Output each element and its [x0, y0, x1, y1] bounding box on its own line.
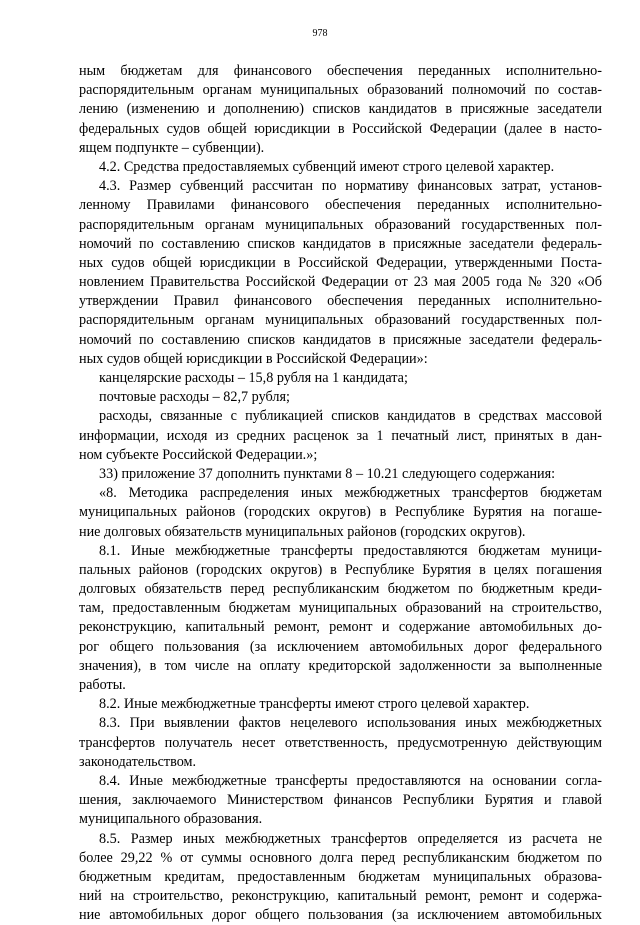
text-line: «8. Методика распределения иных межбюджетных трансфертов бюджетам	[99, 485, 602, 502]
text-line: рог общего пользования (за исключением автомобильных дорог федерального	[79, 638, 602, 655]
text-line: ние автомобильных дорог общего пользования (за исключением автомобильных	[79, 907, 602, 924]
text-line: ным бюджетам для финансового обеспечения переданных исполнительно-	[79, 63, 602, 79]
text-line: работы.	[79, 677, 126, 693]
text-line: лению (изменению и дополнению) списков кандидатов в присяжные заседатели	[79, 101, 602, 118]
text-line: федеральных судов общей юрисдикции в Российской Федерации (далее в насто-	[79, 120, 602, 137]
text-line: бюджетным кредитам, предоставленным бюджетам муниципальных образова-	[79, 868, 602, 885]
text-line: значения), в том числе на оплату кредиторской задолженности за выполненные	[79, 657, 602, 674]
text-line: распорядительным органам муниципальных образований полномочий по состав-	[79, 82, 602, 99]
text-line: 8.4. Иные межбюджетные трансферты предоставляются на основании согла-	[99, 772, 602, 789]
text-line: распорядительным органам муниципальных образований государственных пол-	[79, 312, 602, 329]
text-line: 4.2. Средства предоставляемых субвенций имеют строго целевой характер.	[99, 158, 555, 175]
text-line: распорядительным органам муниципальных образований государственных пол-	[79, 216, 602, 233]
text-line: муниципальных районов (городских округов) в Республике Бурятия на погаше-	[79, 504, 602, 521]
text-line: номочий по составлению списков кандидатов в присяжные заседатели федераль-	[79, 235, 602, 252]
text-line: трансфертов получатель несет ответственность, предусмотренную действующим	[79, 734, 602, 751]
text-line: 4.3. Размер субвенций рассчитан по нормативу финансовых затрат, установ-	[99, 178, 602, 195]
text-line: канцелярские расходы – 15,8 рубля на 1 кандидата;	[99, 370, 408, 386]
text-line: 33) приложение 37 дополнить пунктами 8 – 10.21 следующего содержания:	[99, 465, 556, 482]
text-line: 8.5. Размер иных межбюджетных трансфертов определяется из расчета не	[99, 830, 602, 847]
text-line: ленному Правилами финансового обеспечения переданных исполнительно-	[79, 197, 602, 214]
text-line: 8.2. Иные межбюджетные трансферты имеют строго целевой характер.	[99, 696, 530, 713]
page-number: 978	[312, 28, 328, 39]
text-line: более 29,22 % от суммы основного долга перед республиканским бюджетом по	[79, 849, 602, 866]
text-line: реконструкцию, капитальный ремонт, ремонт и содержание автомобильных до-	[79, 619, 602, 636]
text-line: утверждении Правил финансового обеспечения переданных исполнительно-	[79, 293, 602, 310]
text-line: ящем подпункте – субвенции).	[79, 139, 265, 156]
text-line: ных судов общей юрисдикции в Российской Федерации, утвержденными Поста-	[79, 254, 602, 271]
text-line: номочий по составлению списков кандидатов в присяжные заседатели федераль-	[79, 331, 602, 348]
text-line: новлением Правительства Российской Федерации от 23 мая 2005 года № 320 «Об	[79, 274, 602, 291]
text-line: ных судов общей юрисдикции в Российской Федерации»:	[79, 350, 428, 367]
text-line: законодательством.	[79, 753, 197, 770]
text-line: расходы, связанные с публикацией списков кандидатов в средствах массовой	[99, 408, 602, 425]
text-line: муниципального образования.	[79, 811, 263, 828]
text-line: там, предоставленным бюджетам муниципальных образований на строительство,	[79, 600, 602, 617]
text-line: долговых обязательств перед республиканским бюджетом по бюджетным креди-	[79, 581, 602, 598]
text-line: шения, заключаемого Министерством финансов Республики Бурятия и главой	[79, 792, 602, 809]
text-line: информации, исходя из средних расценок за 1 печатный лист, принятых в дан-	[79, 427, 602, 444]
text-line: 8.1. Иные межбюджетные трансферты предоставляются бюджетам муници-	[99, 542, 602, 559]
text-line: пальных районов (городских округов) в Республике Бурятия в целях погашения	[79, 561, 602, 578]
text-line: ний на строительство, реконструкцию, капитальный ремонт, ремонт и содержа-	[79, 888, 602, 905]
text-line: почтовые расходы – 82,7 рубля;	[99, 389, 290, 406]
text-line: ние долговых обязательств муниципальных районов (городских округов).	[79, 523, 526, 540]
text-line: 8.3. При выявлении фактов нецелевого использования иных межбюджетных	[99, 715, 602, 732]
document-body	[79, 62, 602, 925]
text-line: ном субъекте Российской Федерации.»;	[79, 446, 318, 463]
